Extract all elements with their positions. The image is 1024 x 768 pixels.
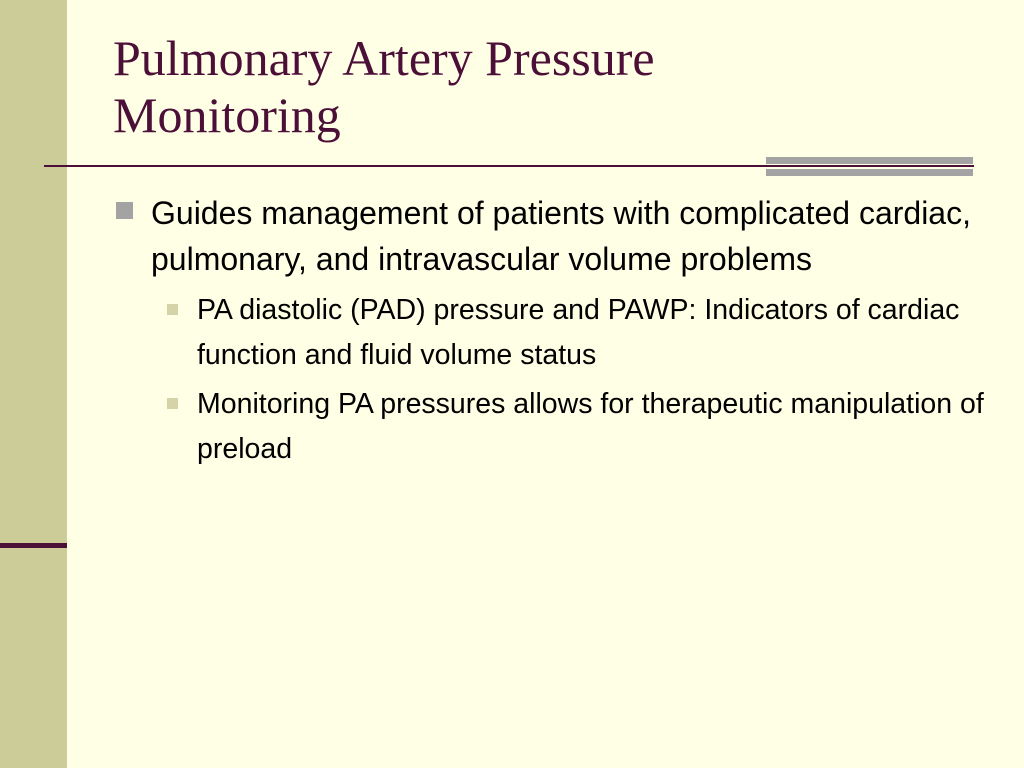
square-bullet-icon	[167, 398, 178, 409]
sub-bullet-list	[113, 288, 993, 472]
slide-body	[113, 190, 993, 476]
sub-bullet-item	[159, 382, 993, 472]
bullet-item	[113, 190, 993, 282]
sub-bullet-item	[159, 288, 993, 378]
left-accent-bar	[0, 543, 67, 548]
square-bullet-icon	[116, 202, 133, 219]
sub-bullet-text: PA diastolic (PAD) pressure and PAWP: Indicators of cardiac function and fluid volume status	[197, 294, 960, 371]
title-rule-accent	[766, 157, 973, 177]
bullet-text: Guides management of patients with complicated cardiac, pulmonary, and intravascular volume problems	[151, 195, 971, 277]
square-bullet-icon	[167, 304, 178, 315]
accent-bar-bottom	[766, 169, 973, 176]
sub-bullet-text: Monitoring PA pressures allows for therapeutic manipulation of preload	[197, 388, 984, 465]
accent-bar-top	[766, 157, 973, 164]
slide-title: Pulmonary Artery Pressure Monitoring	[113, 30, 655, 143]
left-decorative-band	[0, 0, 67, 768]
